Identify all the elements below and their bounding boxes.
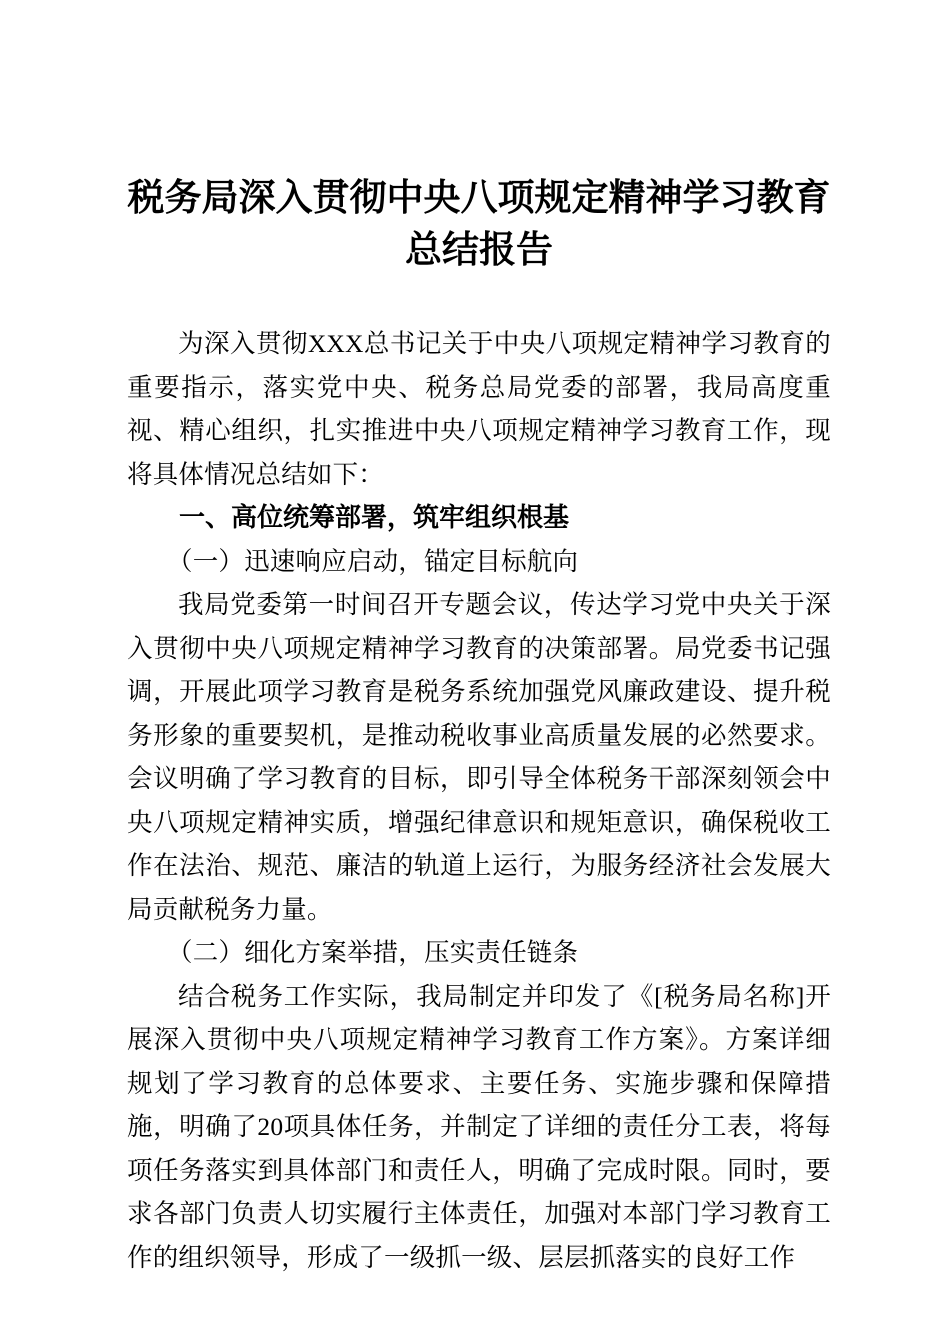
title-spacer bbox=[127, 276, 831, 322]
page-title: 税务局深入贯彻中央八项规定精神学习教育总结报告 bbox=[127, 177, 831, 270]
paragraph-1-1-body: 我局党委第一时间召开专题会议，传达学习党中央关于深入贯彻中央八项规定精神学习教育的决策部署。局党委书记强调，开展此项学习教育是税务系统加强党风廉政建设、提升税务形象的重要契机，是推动税收事业高质量发展的必然要求。会议明确了学习教育的目标，即引导全体税务干部深刻领会中央八项规定精神实质，增强纪律意识和规矩意识，确保税收工作在法治、规范、廉洁的轨道上运行，为服务经济社会发展大局贡献税务力量。 bbox=[127, 590, 831, 924]
paragraph-intro: 为深入贯彻XXX总书记关于中央八项规定精神学习教育的重要指示，落实党中央、税务总局党委的部署，我局高度重视、精心组织，扎实推进中央八项规定精神学习教育工作，现将具体情况总结如下： bbox=[127, 329, 831, 489]
document-body bbox=[127, 160, 831, 1279]
paragraph-1-2-body: 结合税务工作实际，我局制定并印发了《[税务局名称]开展深入贯彻中央八项规定精神学习教育工作方案》。方案详细规划了学习教育的总体要求、主要任务、实施步骤和保障措施，明确了20项具体任务，并制定了详细的责任分工表，将每项任务落实到具体部门和责任人，明确了完成时限。同时，要求各部门负责人切实履行主体责任，加强对本部门学习教育工作的组织领导，形成了一级抓一级、层层抓落实的良好工作 bbox=[127, 981, 831, 1272]
subsection-heading-1-2: （二）细化方案举措，压实责任链条 bbox=[167, 938, 579, 967]
subsection-heading-1-1: （一）迅速响应启动，锚定目标航向 bbox=[167, 546, 579, 576]
section-heading-1: 一、高位统筹部署，筑牢组织根基 bbox=[179, 502, 570, 532]
